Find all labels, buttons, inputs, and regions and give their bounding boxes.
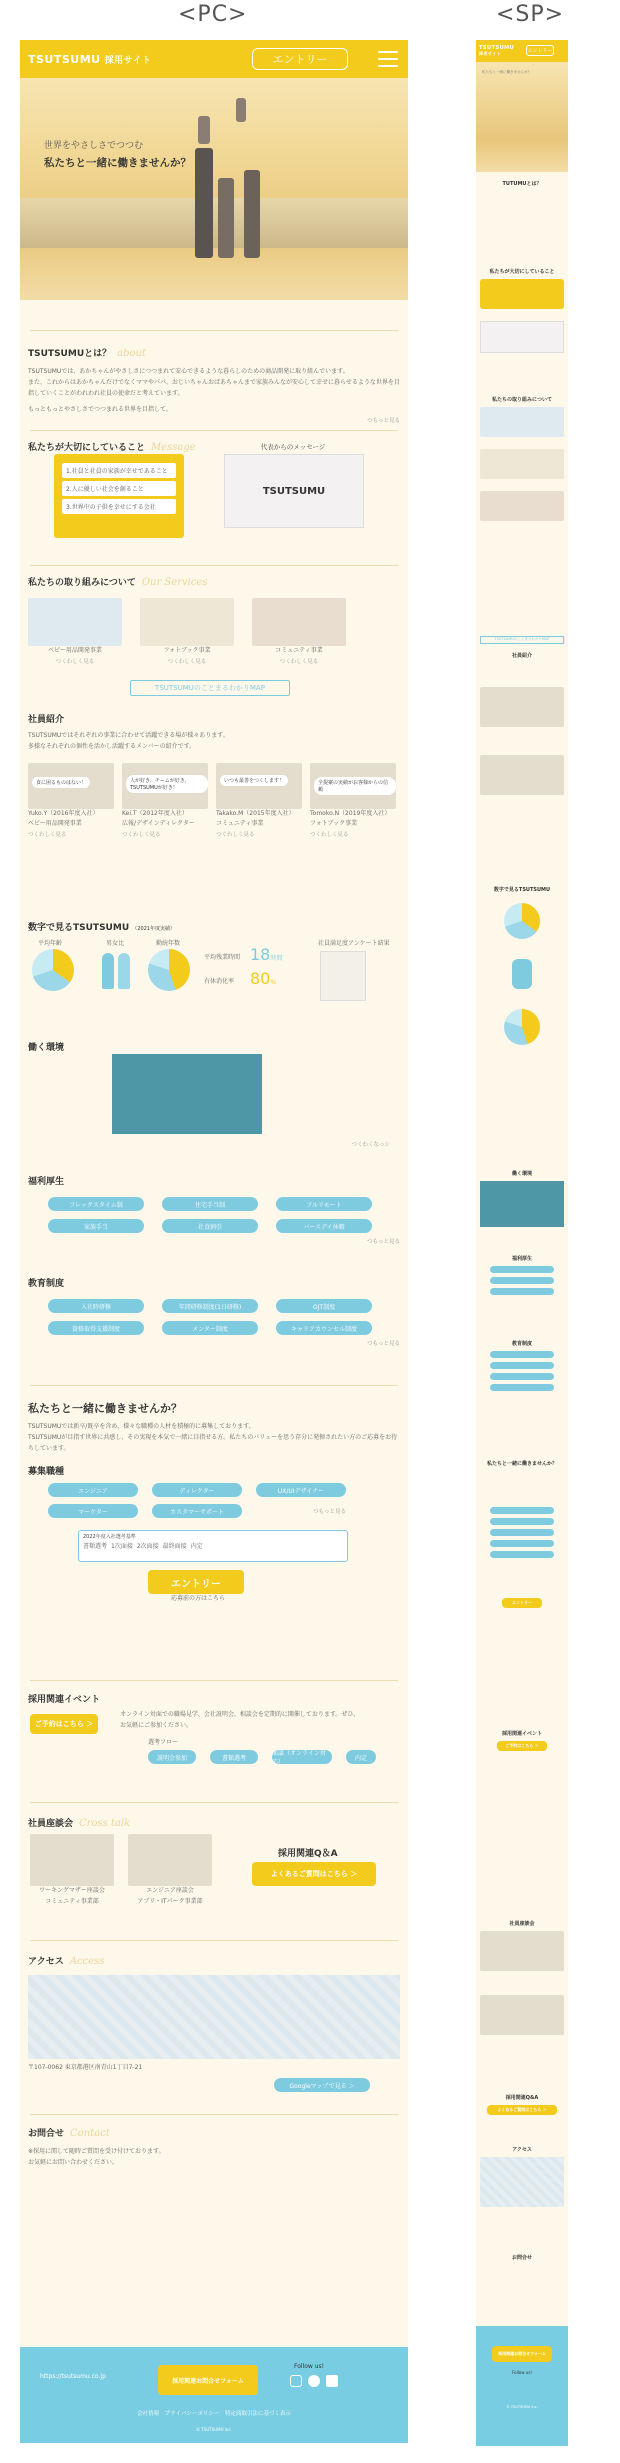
pc-env: 働く環境 つくわくなっシ: [28, 1043, 390, 1148]
sp-footer: 採用関連お問合せフォーム Follow us! © TSUTSUMU inc.: [476, 2326, 568, 2446]
talk-card[interactable]: エンジニア座談会 アプリ・ITパーク事業部: [128, 1834, 212, 1908]
value-item: 2.人に優しい社会を創ること: [62, 481, 176, 496]
map-banner: TSUTSUMUのことまるわかりMAP: [130, 680, 290, 696]
value-item: 3.世界中の子供を幸せにする会社: [62, 499, 176, 514]
sp-label: <SP>: [496, 2, 565, 27]
staff-card[interactable]: 全提案の実績がお客様からの信頼 Tomoko.N（2019年度入社） フォトブック事業 つくわしく見る: [310, 763, 396, 839]
pc-works: 私たちの取り組みについて Our Services ベビー用品開発事業 つくわしく見る フォトブック事業 つくわしく見る コミュニティ事業 つくわしく見る: [28, 575, 400, 665]
edu-pill[interactable]: OJT制度: [276, 1299, 372, 1313]
pc-about: TSUTSUMUとは？ about TSUTSUMUでは、あかちゃんがやさしさにつつまれて安心できるような暮らしのための商品開発に取り組んでいます。 また、これからはあかちゃんだけでなくママやパパ、おじいちゃんおばあちゃんまで家族みんなが安心して幸せに暮らせるような世界を目指していくことがわれわれ社員の使命だと考えています。 もっともっとやさしさでつつまれる世界を目指して。 つもっと見る: [28, 348, 400, 425]
work-card[interactable]: ベビー用品開発事業 つくわしく見る: [28, 598, 122, 665]
facebook-icon[interactable]: [308, 2375, 320, 2387]
work-card[interactable]: フォトブック事業 つくわしく見る: [140, 598, 234, 665]
pc-events: 採用関連イベント ご予約はこちら ＞ オンライン対面での職場見学、会社説明会、相談会を定期的に開催しております。ぜひ、お気軽にご参加ください。 選考フロー 説明会参加 書類選考 面談（オンライン対応） 内定: [28, 1692, 400, 1705]
sp-qa: 採用関連Q&A よくあるご質問はこちら ＞: [480, 2094, 564, 2115]
about-body1: TSUTSUMUでは、あかちゃんがやさしさにつつまれて安心できるような暮らしのための商品開発に取り組んでいます。: [28, 368, 349, 375]
job-pill[interactable]: UX/UIデザイナー: [256, 1483, 346, 1497]
sp-staff: 社員紹介: [480, 652, 564, 795]
job-pill[interactable]: カスタマーサポート: [152, 1504, 242, 1518]
pc-numbers: 数字で見るTSUTSUMU （2021年度実績） 平均年齢 男女比 勤続年数 平均残業時間 18時間 有休消化率 80% 社員満足度アンケート結果: [28, 920, 400, 1009]
pc-header: [20, 40, 408, 78]
staff-card[interactable]: 食に困るものはない！ Yuko.Y（2016年度入社） ベビー用品開発事業 つくわしく見る: [28, 763, 114, 839]
twitter-icon[interactable]: [326, 2375, 338, 2387]
welfare-pill[interactable]: バースデイ休暇: [276, 1219, 372, 1233]
selection-bar: 2022年度入社選考基準 書類選考 1次面接 2次面接 最終面接 内定: [78, 1530, 348, 1562]
tenure-pie: [148, 949, 190, 991]
sp-talks: 社員座談会: [480, 1920, 564, 2035]
pc-staff: 社員紹介 TSUTSUMUではそれぞれの事業に合わせて活躍できる場が様々あります。 多様なそれぞれの個性を活かし活躍するメンバーの紹介です。 食に困るものはない！ Yuko.Y（2016年度入社） ベビー用品開発事業 つくわしく見る 人が好き、チームが好き、TSUTSUMUが好き！ Kei.T（2012年度入社） 広報/デザインディレクター つくわしく見る いつも最善をつくします！ Takako.M（2015年度入社） コミュニティ事業 つくわしく見る 全提案の実績がお客様からの信頼 Tomoko.N（2019年度入社） フォトブック事業 つくわしく見る: [28, 712, 400, 838]
pc-footer: https://tsutsumu.co.jp 採用関連お問合せフォーム Follow us! 会社情報 プライバシーポリシー 特定商取引法に基づく表示 © TSUTSUMU inc.: [20, 2347, 408, 2443]
pc-logo[interactable]: TSUTSUMU 採用サイト: [28, 52, 152, 66]
pc-contact: お問合せ Contact ※採用に関して随時ご質問を受け付けております。 お気軽にお問い合わせください。: [28, 2128, 165, 2166]
env-video[interactable]: [112, 1054, 262, 1134]
sp-numbers: 数字で見るTSUTSUMU: [480, 886, 564, 1045]
pc-talks: 社員座談会 Cross talk ワーキングマザー座談会 コミュニティ事業部 エンジニア座談会 アプリ・ITパーク事業部 採用関連Q＆A よくあるご質問はこちら ＞: [28, 1816, 400, 1926]
sp-hero: 私たちと一緒に働きませんか？: [476, 62, 568, 172]
job-pill[interactable]: ディレクター: [152, 1483, 242, 1497]
event-reserve-button[interactable]: ご予約はこちら ＞: [30, 1714, 98, 1734]
sp-access: アクセス: [480, 2146, 564, 2207]
age-pie: [32, 949, 74, 991]
works-title: 私たちの取り組みについて: [28, 578, 136, 588]
pc-access: アクセス Access 〒107-0062 東京都港区南青山1丁目7-21 Googleマップで見る ＞: [28, 1954, 400, 2074]
talk-card[interactable]: ワーキングマザー座談会 コミュニティ事業部: [30, 1834, 114, 1908]
welfare-pill[interactable]: 社食割引: [162, 1219, 258, 1233]
welfare-pill[interactable]: 家族手当: [48, 1219, 144, 1233]
welfare-pill[interactable]: フルリモート: [276, 1197, 372, 1211]
value-box: [54, 454, 184, 538]
sp-contact: お問合せ: [511, 2255, 532, 2261]
mail-form-button[interactable]: 採用関連お問合せフォーム: [158, 2365, 258, 2395]
pc-label: <PC>: [178, 2, 248, 27]
sp-page: TSUTSUMU 採用サイト エントリー 私たちと一緒に働きませんか？ TUTUMUとは？ 私たちが大切にしていること 私たちの取り組みについて TSUTSUMUのことまるわかりMAP 社員紹介 数字で見るTSUTSUMU 働く環境 福利厚生 教育制度 私たちと一緒に働きませんか？ エントリー 採用関連イベント ご予約はこちら ＞ 社員座談会 採用関連Q&A よくあるご質問はこちら ＞ アクセス お問合せ 採用関連お問合せフォーム Follow us! © TSUTSUMU inc.: [476, 40, 568, 2446]
staff-card[interactable]: 人が好き、チームが好き、TSUTSUMUが好き！ Kei.T（2012年度入社） 広報/デザインディレクター つくわしく見る: [122, 763, 208, 839]
pc-hero: [20, 78, 408, 300]
flow-step: 面談（オンライン対応）: [272, 1750, 332, 1764]
pc-welfare: 福利厚生 フレックスタイム制 住宅手当制 フルリモート 家族手当 社食割引 バースデイ休暇 つもっと見る: [28, 1177, 400, 1245]
sp-entry-button[interactable]: エントリー: [526, 45, 554, 56]
menu-icon[interactable]: [378, 51, 398, 67]
sp-about: TUTUMUとは？: [502, 181, 542, 187]
value-item: 1.社員と社員の家族が幸せであること: [62, 463, 176, 478]
message-video[interactable]: TSUTSUMU: [224, 454, 364, 528]
edu-pill[interactable]: 資格取得支援制度: [48, 1321, 144, 1335]
pc-page: [20, 40, 408, 2443]
sp-value: 私たちが大切にしていること: [480, 268, 564, 353]
pc-header-entry-button[interactable]: エントリー: [252, 48, 348, 70]
access-map[interactable]: [28, 1975, 400, 2059]
survey-doc-icon: [320, 951, 366, 1001]
welfare-pill[interactable]: フレックスタイム制: [48, 1197, 144, 1211]
edu-pill[interactable]: キャリアカウンセル制度: [276, 1321, 372, 1335]
pc-edu: 教育制度 入社時研修 年間研修制度(1日研修) OJT制度 資格取得支援制度 メンター制度 キャリアカウンセル制度 つもっと見る: [28, 1279, 400, 1347]
faq-button[interactable]: よくあるご質問はこちら ＞: [252, 1862, 376, 1886]
job-pill[interactable]: エンジニア: [48, 1483, 138, 1497]
sp-works: 私たちの取り組みについて: [480, 396, 564, 521]
sp-header: TSUTSUMU 採用サイト エントリー: [476, 40, 568, 62]
welfare-pill[interactable]: 住宅手当制: [162, 1197, 258, 1211]
female-icon: [118, 953, 130, 989]
work-card[interactable]: コミュニティ事業 つくわしく見る: [252, 598, 346, 665]
flow-step: 書類選考: [210, 1750, 258, 1764]
message-title: 代表からのメッセージ: [260, 443, 326, 451]
pc-value: 私たちが大切にしていること Message 1.社員と社員の家族が幸せであること 2.人に優しい社会を創ること 3.世界中の子供を幸せにする会社 代表からのメッセージ TSUTSUMU: [28, 440, 400, 545]
edu-pill[interactable]: メンター制度: [162, 1321, 258, 1335]
instagram-icon[interactable]: [290, 2375, 302, 2387]
about-title: TSUTSUMUとは？: [28, 349, 112, 359]
google-map-button[interactable]: Googleマップで見る ＞: [274, 2078, 370, 2092]
job-pill[interactable]: マーケター: [48, 1504, 138, 1518]
sp-env: 働く環境: [480, 1170, 564, 1227]
flow-step: 内定: [346, 1750, 376, 1764]
sp-join: 私たちと一緒に働きませんか？ エントリー: [480, 1460, 564, 1608]
pc-join: 私たちと一緒に働きませんか？ TSUTSUMUでは新卒/既卒を含め、様々な職種の人材を積極的に募集しております。 TSUTSUMUが目指す世界に共感し、その実現を本気で一緒に目指せる方。私たちのバリューを思う存分に発揮されたい方のご応募をお待ちしています。 募集職種 エンジニア ディレクター UX/UIデザイナー マーケター カスタマーサポート つもっと見る 2022年度入社選考基準 書類選考 1次面接 2次面接 最終面接 内定 エントリー 応募前の方はこちら: [28, 1402, 398, 1603]
sp-edu: 教育制度: [480, 1340, 564, 1395]
about-body2: また、これからはあかちゃんだけでなくママやパパ、おじいちゃんおばあちゃんまで家族みんなが安心して幸せに暮らせるような世界を目指していくことがわれわれ社員の使命だと考えています。: [28, 378, 400, 397]
male-icon: [102, 953, 114, 989]
edu-pill[interactable]: 年間研修制度(1日研修): [162, 1299, 258, 1313]
about-body3: もっともっとやさしさでつつまれる世界を目指して。: [28, 406, 172, 414]
sp-welfare: 福利厚生: [480, 1255, 564, 1299]
value-title: 私たちが大切にしていること: [28, 443, 146, 453]
flow-step: 説明会参加: [148, 1750, 196, 1764]
about-more-link[interactable]: つもっと見る: [366, 418, 400, 425]
footer-url[interactable]: https://tsutsumu.co.jp: [40, 2373, 106, 2380]
staff-card[interactable]: いつも最善をつくします！ Takako.M（2015年度入社） コミュニティ事業 つくわしく見る: [216, 763, 302, 839]
edu-pill[interactable]: 入社時研修: [48, 1299, 144, 1313]
entry-button[interactable]: エントリー: [148, 1570, 244, 1594]
sp-events: 採用関連イベント ご予約はこちら ＞: [480, 1730, 564, 1751]
staff-title: 社員紹介: [28, 715, 65, 725]
hero-copy: 世界をやさしさでつつむ 私たちと一緒に働きませんか？: [44, 141, 191, 170]
